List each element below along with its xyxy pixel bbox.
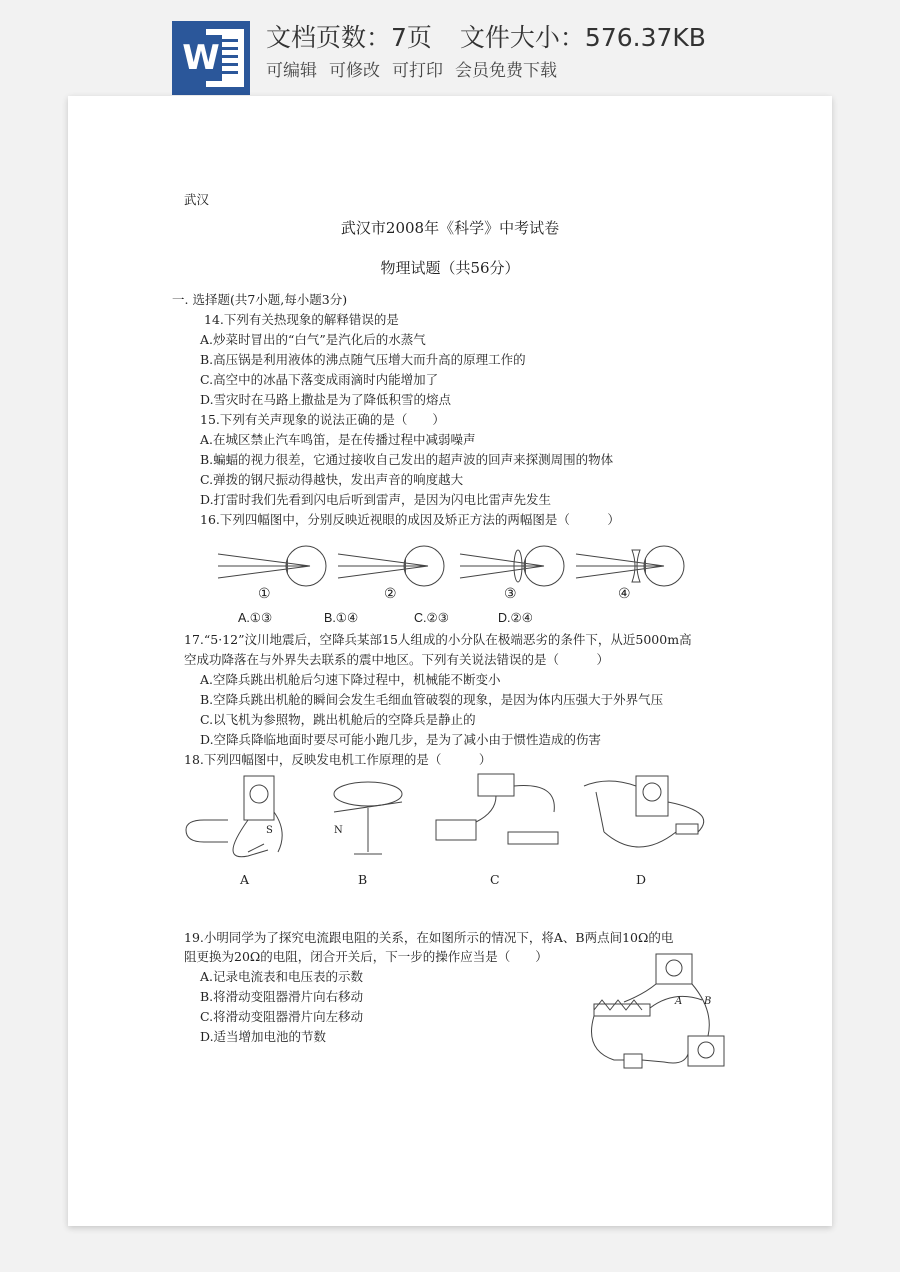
- eye-diagram-2: [338, 546, 444, 586]
- feature-editable: 可编辑: [266, 61, 317, 81]
- eye-diagram-1: [218, 546, 326, 586]
- q19-option-a: A.记录电流表和电压表的示数: [200, 969, 364, 984]
- q16-figure-label-4: ④: [618, 586, 631, 602]
- generator-diagrams-figure: [178, 772, 722, 880]
- section-heading: 一. 选择题(共7小题,每小题3分): [172, 292, 348, 307]
- q16-choice-b: B.①④: [324, 611, 359, 625]
- word-document-icon: W: [172, 21, 250, 95]
- q19-option-d: D.适当增加电池的节数: [200, 1029, 327, 1044]
- figure-d-coil: [584, 776, 704, 847]
- q17-stem-line2: 空成功降落在与外界失去联系的震中地区。下列有关说法错误的是（ ）: [184, 652, 610, 667]
- q16-figure-label-2: ②: [384, 586, 397, 602]
- figure-c-motor: [436, 774, 558, 844]
- feature-member-download[interactable]: 会员免费下载: [455, 61, 557, 81]
- q19-option-b: B.将滑动变阻器滑片向右移动: [200, 989, 364, 1004]
- q19-option-c: C.将滑动变阻器滑片向左移动: [200, 1009, 364, 1024]
- q17-option-a: A.空降兵跳出机舱后匀速下降过程中，机械能不断变小: [200, 672, 501, 687]
- q18-figure-label-c: C: [490, 872, 500, 887]
- feature-printable: 可打印: [392, 61, 443, 81]
- q18-figure-label-b: B: [358, 872, 368, 887]
- exam-subtitle: 物理试题（共56分）: [380, 259, 520, 277]
- exam-title: 武汉市2008年《科学》中考试卷: [340, 219, 560, 237]
- q14-stem: 14.下列有关热现象的解释错误的是: [204, 312, 399, 327]
- q16-stem: 16.下列四幅图中，分别反映近视眼的成因及矫正方法的两幅图是（ ）: [200, 512, 620, 527]
- q18-figure-label-d: D: [636, 872, 647, 887]
- city-label: 武汉: [184, 192, 210, 207]
- download-header: [0, 0, 900, 96]
- q18-figure-label-a: A: [240, 872, 250, 887]
- figure-a-galvanometer: [186, 776, 282, 857]
- q16-choice-c: C.②③: [414, 611, 449, 625]
- q14-option-d: D.雪灾时在马路上撒盐是为了降低积雪的熔点: [200, 392, 452, 407]
- q16-choice-a: A.①③: [238, 611, 273, 625]
- file-size: 文件大小：576.37KB: [459, 23, 706, 52]
- q18-stem: 18.下列四幅图中，反映发电机工作原理的是（ ）: [184, 752, 492, 767]
- figure-b-mark-s: S: [266, 825, 273, 836]
- q17-option-d: D.空降兵降临地面时要尽可能小跑几步，是为了减小由于惯性造成的伤害: [200, 732, 602, 747]
- q16-choice-d: D.②④: [498, 611, 533, 625]
- eye-diagram-3: [460, 546, 564, 586]
- q17-option-b: B.空降兵跳出机舱的瞬间会发生毛细血管破裂的现象，是因为体内压强大于外界气压: [200, 692, 664, 707]
- q14-option-c: C.高空中的冰晶下落变成雨滴时内能增加了: [200, 372, 439, 387]
- eye-diagram-4: [576, 546, 684, 586]
- q15-option-b: B.蝙蝠的视力很差，它通过接收自己发出的超声波的回声来探测周围的物体: [200, 452, 614, 467]
- q19-stem-line2: 阻更换为20Ω的电阻，闭合开关后，下一步的操作应当是（ ）: [184, 949, 548, 964]
- circuit-diagram-figure: [584, 950, 732, 1080]
- figure-b-mark-n: N: [334, 825, 343, 836]
- page-count: 文档页数：7页: [266, 23, 432, 52]
- q17-stem-line1: 17.“5·12”汶川地震后，空降兵某部15人组成的小分队在极端恶劣的条件下，从近5000m高: [184, 632, 692, 647]
- q15-option-a: A.在城区禁止汽车鸣笛，是在传播过程中减弱噪声: [200, 432, 476, 447]
- feature-modifiable: 可修改: [329, 61, 380, 81]
- q14-option-b: B.高压锅是利用液体的沸点随气压增大而升高的原理工作的: [200, 352, 526, 367]
- document-page: [68, 96, 832, 1226]
- circuit-point-a: A: [675, 996, 683, 1007]
- q15-option-c: C.弹拨的钢尺振动得越快，发出声音的响度越大: [200, 472, 464, 487]
- q16-figure-label-1: ①: [258, 586, 271, 602]
- q14-option-a: A.炒菜时冒出的“白气”是汽化后的水蒸气: [200, 332, 426, 347]
- file-info: [266, 18, 706, 54]
- circuit-point-b: B: [704, 996, 712, 1007]
- q19-stem-line1: 19.小明同学为了探究电流跟电阻的关系，在如图所示的情况下，将A、B两点间10Ω的电: [184, 930, 674, 945]
- q17-option-c: C.以飞机为参照物，跳出机舱后的空降兵是静止的: [200, 712, 476, 727]
- figure-b-compass: [334, 782, 402, 854]
- q16-figure-label-3: ③: [504, 586, 517, 602]
- q15-stem: 15.下列有关声现象的说法正确的是（ ）: [200, 412, 445, 427]
- feature-list: [266, 56, 569, 81]
- q15-option-d: D.打雷时我们先看到闪电后听到雷声，是因为闪电比雷声先发生: [200, 492, 552, 507]
